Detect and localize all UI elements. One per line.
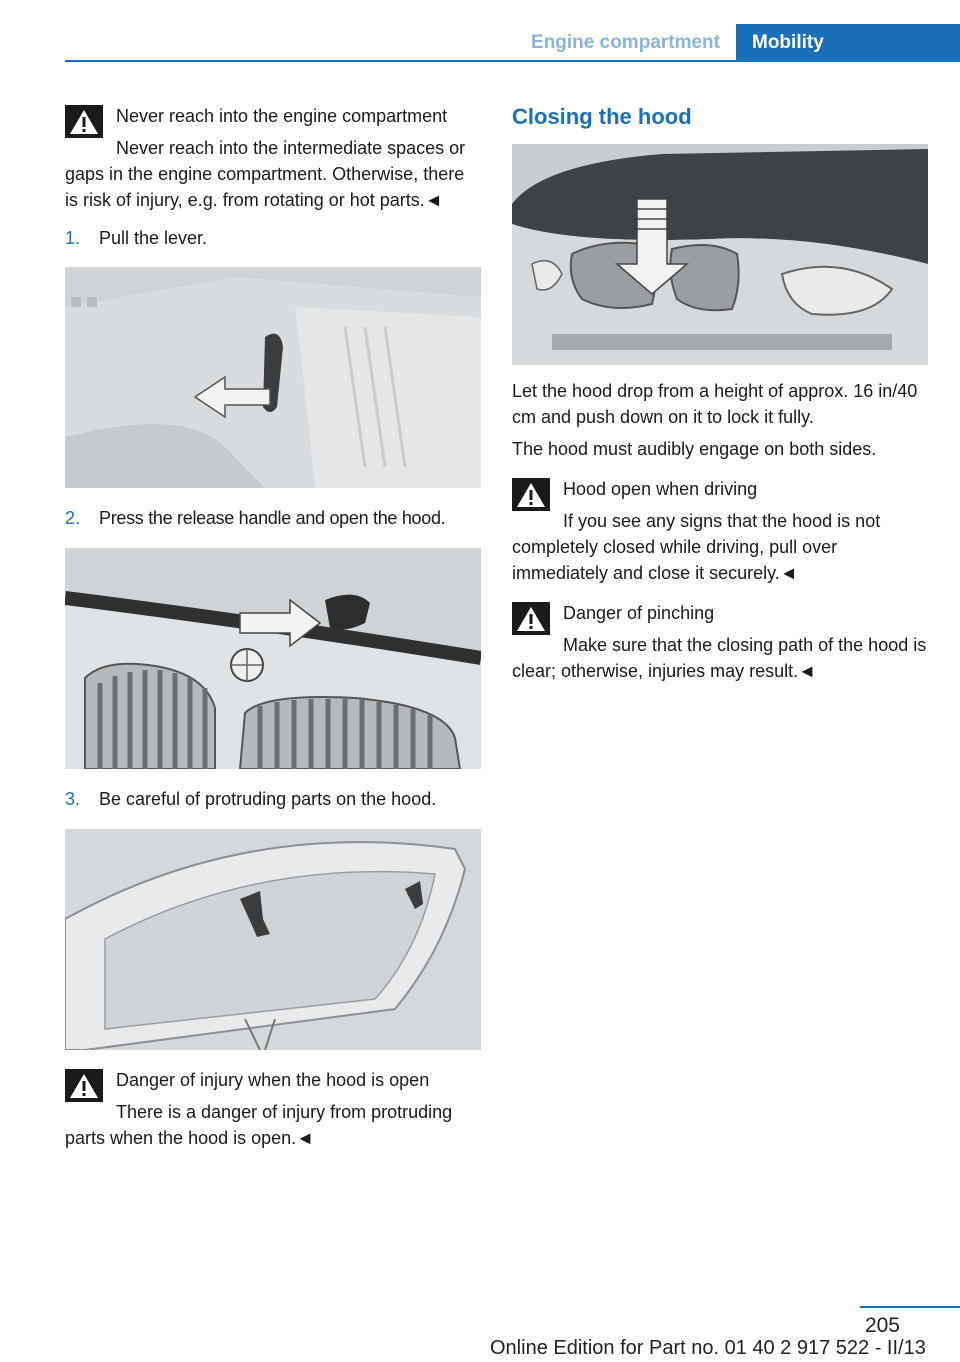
- warning-hood-open: [65, 1067, 481, 1151]
- warning-body: There is a danger of injury from protruding parts when the hood is open.◄: [65, 1102, 453, 1148]
- step-text: Pull the lever.: [99, 228, 208, 248]
- header-chapter-tab: Mobility: [736, 24, 960, 62]
- warning-body: Never reach into the intermediate spaces or gaps in the engine compartment. Otherwise, there is risk of injury, e.g. from rotating or hot parts.◄: [65, 138, 466, 210]
- closing-instruction: Let the hood drop from a height of approx. 16 in/40 cm and push down on it to lock it fully.: [512, 381, 918, 427]
- step-1: [65, 225, 481, 251]
- engage-note: The hood must audibly engage on both sides.: [512, 439, 877, 459]
- header-section-title: Engine compartment: [531, 32, 720, 53]
- warning-body: If you see any signs that the hood is not completely closed while driving, pull over immediately and close it securely.◄: [512, 511, 881, 583]
- warning-icon: [65, 1069, 103, 1102]
- step-number: 1.: [65, 228, 81, 248]
- warning-title: Hood open when driving: [563, 479, 758, 499]
- hood-underside-figure: [65, 829, 481, 1050]
- warning-body: Make sure that the closing path of the hood is clear; otherwise, injuries may result.◄: [512, 635, 927, 681]
- warning-title: Never reach into the engine compartment: [116, 106, 448, 126]
- right-column: [512, 102, 928, 684]
- warning-pinching: [512, 600, 928, 684]
- release-handle-figure: [65, 548, 481, 769]
- step-number: 3.: [65, 789, 81, 809]
- step-text: Be careful of protruding parts on the hood.: [99, 789, 437, 809]
- warning-icon: [65, 105, 103, 138]
- step-text: Press the release handle and open the hood.: [99, 508, 446, 528]
- step-3: [65, 786, 481, 812]
- warning-hood-open-driving: [512, 476, 928, 586]
- page-number-rule: [860, 1306, 960, 1308]
- step-number: 2.: [65, 508, 81, 528]
- step-2: [65, 505, 481, 531]
- warning-title: Danger of pinching: [563, 603, 715, 623]
- closing-hood-figure: [512, 144, 928, 365]
- left-column: [65, 103, 481, 1151]
- warning-icon: [512, 478, 550, 511]
- page-number: 205: [864, 1314, 900, 1337]
- edition-footer: Online Edition for Part no. 01 40 2 917 522 - II/13: [490, 1337, 926, 1359]
- warning-title: Danger of injury when the hood is open: [116, 1070, 430, 1090]
- lever-figure: [65, 267, 481, 488]
- section-heading: Closing the hood: [512, 104, 692, 129]
- header-rule: [65, 60, 960, 62]
- warning-engine-compartment: [65, 103, 481, 213]
- warning-icon: [512, 602, 550, 635]
